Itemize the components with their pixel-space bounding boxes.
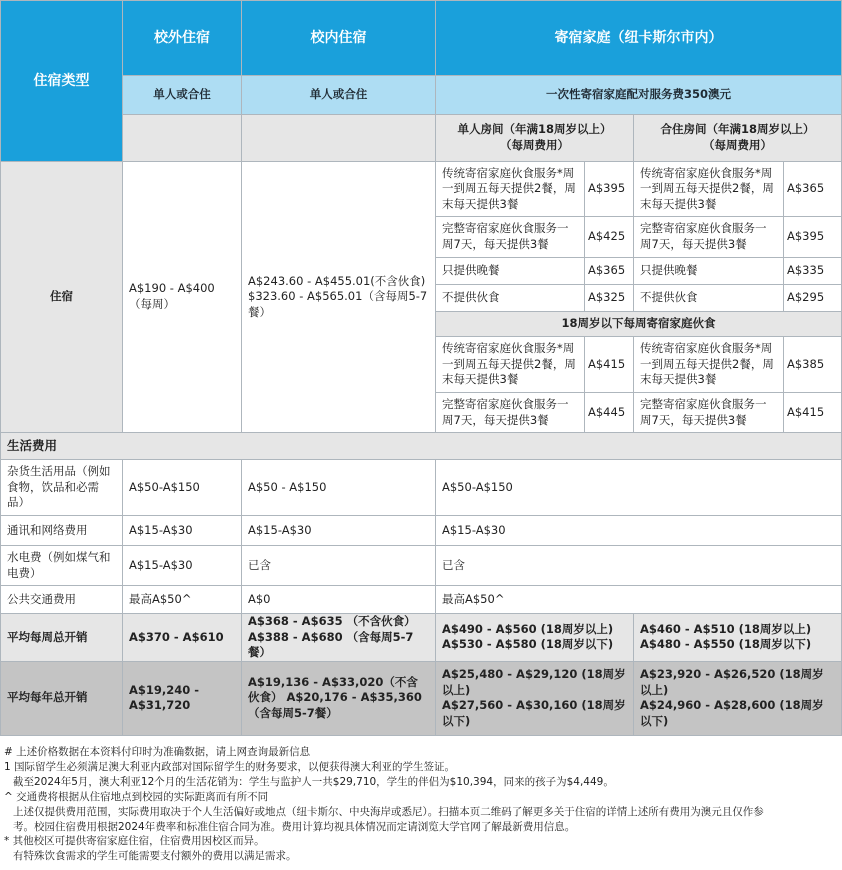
shared-option-price: A$365 [784, 162, 842, 217]
living-row-label: 杂货生活用品（例如食物，饮品和必需品） [1, 460, 123, 516]
shared-room-unit: （每周费用） [703, 138, 772, 152]
shared-room-title: 合住房间（年满18周岁以上） [660, 122, 815, 137]
footnotes [4, 745, 838, 864]
single-room-unit: （每周费用） [500, 138, 569, 152]
living-off-value: 最高A$50^ [123, 586, 242, 614]
weekly-total-label: 平均每周总开销 [1, 614, 123, 662]
shared-option-price: A$385 [784, 337, 842, 393]
weekly-single-value [436, 614, 634, 662]
footnote: * 其他校区可提供寄宿家庭住宿，住宿费用因校区而异。 [4, 835, 265, 848]
footnote: 截至2024年5月，澳大利亚12个月的生活花销为：学生与监护人一共$29,710，学生的伴侣为$10,394，同来的孩子为$4,449。 [13, 775, 614, 788]
living-off-value: A$50-A$150 [123, 460, 242, 516]
footnote: ^ 交通费将根据从住宿地点到校园的实际距离而有所不同 [4, 790, 269, 803]
living-on-value: A$0 [242, 586, 436, 614]
living-home-value: A$50-A$150 [436, 460, 842, 516]
homestay-fee-note: 一次性寄宿家庭配对服务费350澳元 [436, 76, 842, 115]
shared-option-desc: 传统寄宿家庭伙食服务*周一到周五每天提供2餐，周末每天提供3餐 [634, 162, 784, 217]
off-campus-price: A$190 - A$400（每周） [123, 162, 242, 433]
on-campus-subheader: 单人或合住 [242, 76, 436, 115]
single-option-desc: 传统寄宿家庭伙食服务*周一到周五每天提供2餐，周末每天提供3餐 [436, 162, 585, 217]
living-off-value: A$15-A$30 [123, 516, 242, 546]
weekly-on-line1: A$368 - A$635 （不含伙食） [248, 614, 416, 628]
yearly-shared-value [634, 661, 842, 735]
single-option-desc: 传统寄宿家庭伙食服务*周一到周五每天提供2餐，周末每天提供3餐 [436, 337, 585, 393]
on-campus-blank [242, 115, 436, 162]
shared-option-desc: 完整寄宿家庭伙食服务一周7天，每天提供3餐 [634, 217, 784, 258]
yearly-total-label: 平均每年总开销 [1, 661, 123, 735]
footnote: 考。校园住宿费用根据2024年费率和标准住宿合同为准。费用计算均视具体情况而定请浏览大学官网了解最新费用信息。 [13, 820, 576, 833]
weekly-shared-line1: A$460 - A$510 (18周岁以上) [640, 621, 812, 636]
footnote: 有特殊饮食需求的学生可能需要支付额外的费用以满足需求。 [13, 850, 297, 863]
footnote: 1 国际留学生必须满足澳大利亚内政部对国际留学生的财务要求，以便获得澳大利亚的学生签证。 [4, 760, 456, 773]
shared-option-price: A$395 [784, 217, 842, 258]
weekly-single-line1: A$490 - A$560 (18周岁以上) [442, 621, 614, 636]
accommodation-type-header: 住宿类型 [1, 1, 123, 162]
weekly-on-value [242, 614, 436, 662]
shared-option-price: A$335 [784, 258, 842, 285]
weekly-shared-value [634, 614, 842, 662]
single-room-title: 单人房间（年满18周岁以上） [457, 122, 612, 137]
yearly-single-line1: A$25,480 - A$29,120 (18周岁以上) [442, 667, 626, 697]
shared-option-price: A$295 [784, 285, 842, 312]
weekly-single-line2: A$530 - A$580 (18周岁以下) [442, 637, 614, 652]
single-option-desc: 只提供晚餐 [436, 258, 585, 285]
living-row-label: 水电费（例如煤气和电费） [1, 546, 123, 586]
yearly-single-value [436, 661, 634, 735]
living-row-label: 通讯和网络费用 [1, 516, 123, 546]
single-room-header [436, 115, 634, 162]
living-off-value: A$15-A$30 [123, 546, 242, 586]
weekly-off-value: A$370 - A$610 [123, 614, 242, 662]
shared-option-desc: 完整寄宿家庭伙食服务一周7天，每天提供3餐 [634, 393, 784, 433]
yearly-single-line2: A$27,560 - A$30,160 (18周岁以下) [442, 698, 626, 728]
footnote: # 上述价格数据在本资料付印时为准确数据，请上网查询最新信息 [4, 746, 311, 758]
weekly-shared-line2: A$480 - A$550 (18周岁以下) [640, 637, 812, 652]
yearly-off-value: A$19,240 - A$31,720 [123, 661, 242, 735]
single-option-desc: 不提供伙食 [436, 285, 585, 312]
yearly-shared-line1: A$23,920 - A$26,520 (18周岁以上) [640, 667, 824, 697]
shared-option-price: A$415 [784, 393, 842, 433]
footnote: 上述仅提供费用范围，实际费用取决于个人生活偏好或地点（纽卡斯尔、中央海岸或悉尼）。扫描本页二维码了解更多关于住宿的详情上述所有费用为澳元且仅作参 [13, 805, 764, 818]
living-home-value: 已含 [436, 546, 842, 586]
living-home-value: 最高A$50^ [436, 586, 842, 614]
on-campus-header: 校内住宿 [242, 1, 436, 76]
accommodation-label: 住宿 [1, 162, 123, 433]
homestay-header: 寄宿家庭（纽卡斯尔市内） [436, 1, 842, 76]
single-option-price: A$325 [585, 285, 634, 312]
single-option-price: A$445 [585, 393, 634, 433]
weekly-on-line2: A$388 - A$680 （含每周5-7餐） [248, 629, 414, 660]
living-row-label: 公共交通费用 [1, 586, 123, 614]
single-option-price: A$395 [585, 162, 634, 217]
shared-room-header [634, 115, 842, 162]
shared-option-desc: 只提供晚餐 [634, 258, 784, 285]
single-option-price: A$415 [585, 337, 634, 393]
living-on-value: A$15-A$30 [242, 516, 436, 546]
under18-title: 18周岁以下每周寄宿家庭伙食 [436, 312, 842, 337]
off-campus-header: 校外住宿 [123, 1, 242, 76]
living-home-value: A$15-A$30 [436, 516, 842, 546]
single-option-price: A$425 [585, 217, 634, 258]
shared-option-desc: 传统寄宿家庭伙食服务*周一到周五每天提供2餐，周末每天提供3餐 [634, 337, 784, 393]
off-campus-subheader: 单人或合住 [123, 76, 242, 115]
living-on-value: 已含 [242, 546, 436, 586]
single-option-desc: 完整寄宿家庭伙食服务一周7天，每天提供3餐 [436, 393, 585, 433]
living-section-title: 生活费用 [1, 433, 842, 460]
yearly-on-value: A$19,136 - A$33,020（不含伙食） A$20,176 - A$35,360 （含每周5-7餐） [242, 661, 436, 735]
off-campus-blank [123, 115, 242, 162]
yearly-shared-line2: A$24,960 - A$28,600 (18周岁以下) [640, 698, 824, 728]
single-option-desc: 完整寄宿家庭伙食服务一周7天，每天提供3餐 [436, 217, 585, 258]
on-campus-price: A$243.60 - A$455.01(不含伙食) $323.60 - A$565.01（含每周5-7餐） [242, 162, 436, 433]
shared-option-desc: 不提供伙食 [634, 285, 784, 312]
living-on-value: A$50 - A$150 [242, 460, 436, 516]
single-option-price: A$365 [585, 258, 634, 285]
